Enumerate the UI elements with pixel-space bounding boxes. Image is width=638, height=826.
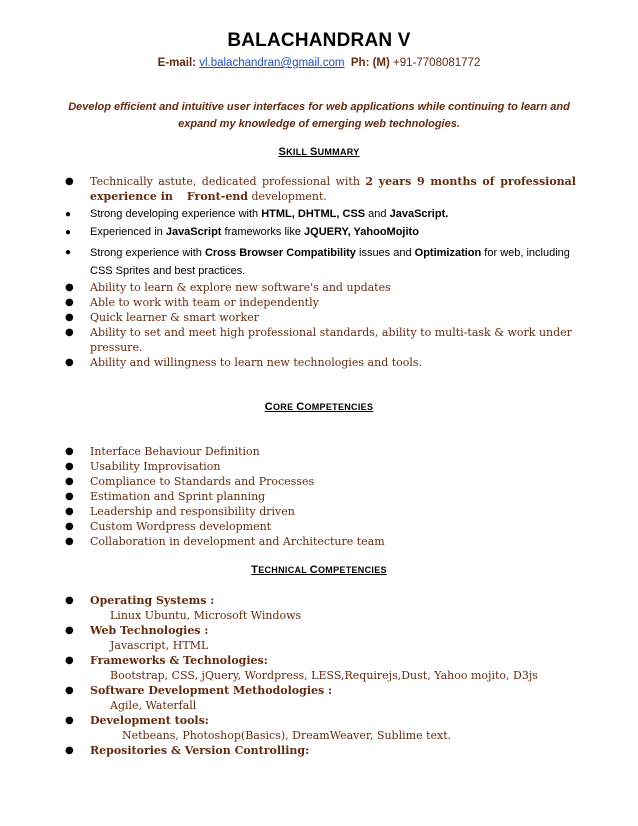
- bullet-icon: ●: [65, 685, 74, 696]
- bullet-icon: ●: [65, 446, 74, 457]
- skill-summary-heading: SKILL SUMMARY: [278, 146, 360, 158]
- list-item: ● Usability Improvisation: [65, 460, 221, 473]
- web-technologies-label: Web Technologies :: [90, 624, 209, 637]
- list-item: ● Ability and willingness to learn new technologies and tools.: [65, 356, 423, 369]
- web-technologies-value: Javascript, HTML: [110, 639, 209, 652]
- bullet-icon: ●: [65, 247, 72, 258]
- technical-competencies-heading: TECHNICAL COMPETENCIES: [251, 564, 387, 576]
- phone-label: Ph: (M): [350, 57, 390, 69]
- core-competencies-heading: CORE COMPETENCIES: [264, 401, 374, 413]
- bullet-icon: ●: [65, 312, 74, 323]
- repositories-label: Repositories & Version Controlling:: [90, 744, 310, 757]
- frameworks-value: Bootstrap, CSS, jQuery, Wordpress, LESS,Requirejs,Dust, Yahoo mojito, D3js: [110, 669, 538, 682]
- list-item: ● Strong developing experience with HTML, DHTML, CSS and JavaScript.: [65, 208, 449, 220]
- bullet-icon: ●: [65, 297, 74, 308]
- dev-tools-value: Netbeans, Photoshop(Basics), DreamWeaver, Sublime text.: [122, 729, 452, 742]
- bullet-icon: ●: [65, 491, 74, 502]
- bullet-icon: ●: [65, 521, 74, 532]
- bullet-icon: ●: [65, 745, 74, 756]
- bullet-icon: ●: [65, 595, 74, 606]
- list-item: [62, 713, 576, 743]
- bullet-icon: ●: [65, 176, 74, 187]
- list-item: ● Collaboration in development and Architecture team: [65, 535, 385, 548]
- list-item: [62, 593, 576, 623]
- list-item: ● Technically astute, dedicated professional with 2 years 9 months of professional experience in Front-end development.: [65, 175, 576, 203]
- email-label: E-mail:: [157, 57, 196, 69]
- list-item: ● Estimation and Sprint planning: [65, 490, 266, 503]
- bullet-icon: ●: [65, 227, 72, 238]
- list-item: [62, 653, 576, 683]
- bullet-icon: ●: [65, 282, 74, 293]
- bullet-icon: ●: [65, 357, 74, 368]
- bullet-icon: ●: [65, 506, 74, 517]
- list-item: ● Able to work with team or independently: [65, 296, 319, 309]
- dev-tools-label: Development tools:: [90, 714, 209, 727]
- candidate-name: BALACHANDRAN V: [227, 30, 411, 51]
- methodologies-value: Agile, Waterfall: [110, 699, 197, 712]
- phone-number: +91-7708081772: [393, 57, 481, 69]
- list-item: [62, 743, 576, 758]
- bullet-icon: ●: [65, 327, 74, 338]
- list-item: [62, 623, 576, 653]
- list-item: ● Custom Wordpress development: [65, 520, 272, 533]
- list-item: ● Compliance to Standards and Processes: [65, 475, 315, 488]
- list-item: ● Ability to set and meet high professional standards, ability to multi-task & work under pressure.: [65, 326, 572, 354]
- core-competencies-list: [62, 444, 576, 549]
- contact-line: [0, 57, 638, 69]
- list-item: ● Experienced in JavaScript frameworks like JQUERY, YahooMojito: [65, 226, 419, 238]
- career-objective: Develop efficient and intuitive user interfaces for web applications while continuing to learn and expand my knowledge of emerging web technologies.: [68, 101, 570, 130]
- bullet-icon: ●: [65, 476, 74, 487]
- list-item: ● Strong experience with Cross Browser Compatibility issues and Optimization for web, including CSS Sprites and best practices.: [62, 244, 576, 280]
- list-item: ● Leadership and responsibility driven: [65, 505, 295, 518]
- os-label: Operating Systems :: [90, 594, 215, 607]
- technical-competencies-list: [62, 593, 576, 758]
- bullet-icon: ●: [65, 209, 72, 220]
- bullet-icon: ●: [65, 715, 74, 726]
- os-value: Linux Ubuntu, Microsoft Windows: [110, 609, 302, 622]
- list-item: ● Quick learner & smart worker: [65, 311, 259, 324]
- bullet-icon: ●: [65, 461, 74, 472]
- methodologies-label: Software Development Methodologies :: [90, 684, 333, 697]
- list-item: [62, 683, 576, 713]
- list-item: ● Interface Behaviour Definition: [65, 445, 260, 458]
- bullet-icon: ●: [65, 536, 74, 547]
- skill-summary-list: [62, 174, 576, 370]
- bullet-icon: ●: [65, 625, 74, 636]
- email-link[interactable]: vl.balachandran@gmail.com: [199, 57, 345, 69]
- list-item: ● Ability to learn & explore new software's and updates: [65, 281, 391, 294]
- frameworks-label: Frameworks & Technologies:: [90, 654, 268, 667]
- bullet-icon: ●: [65, 655, 74, 666]
